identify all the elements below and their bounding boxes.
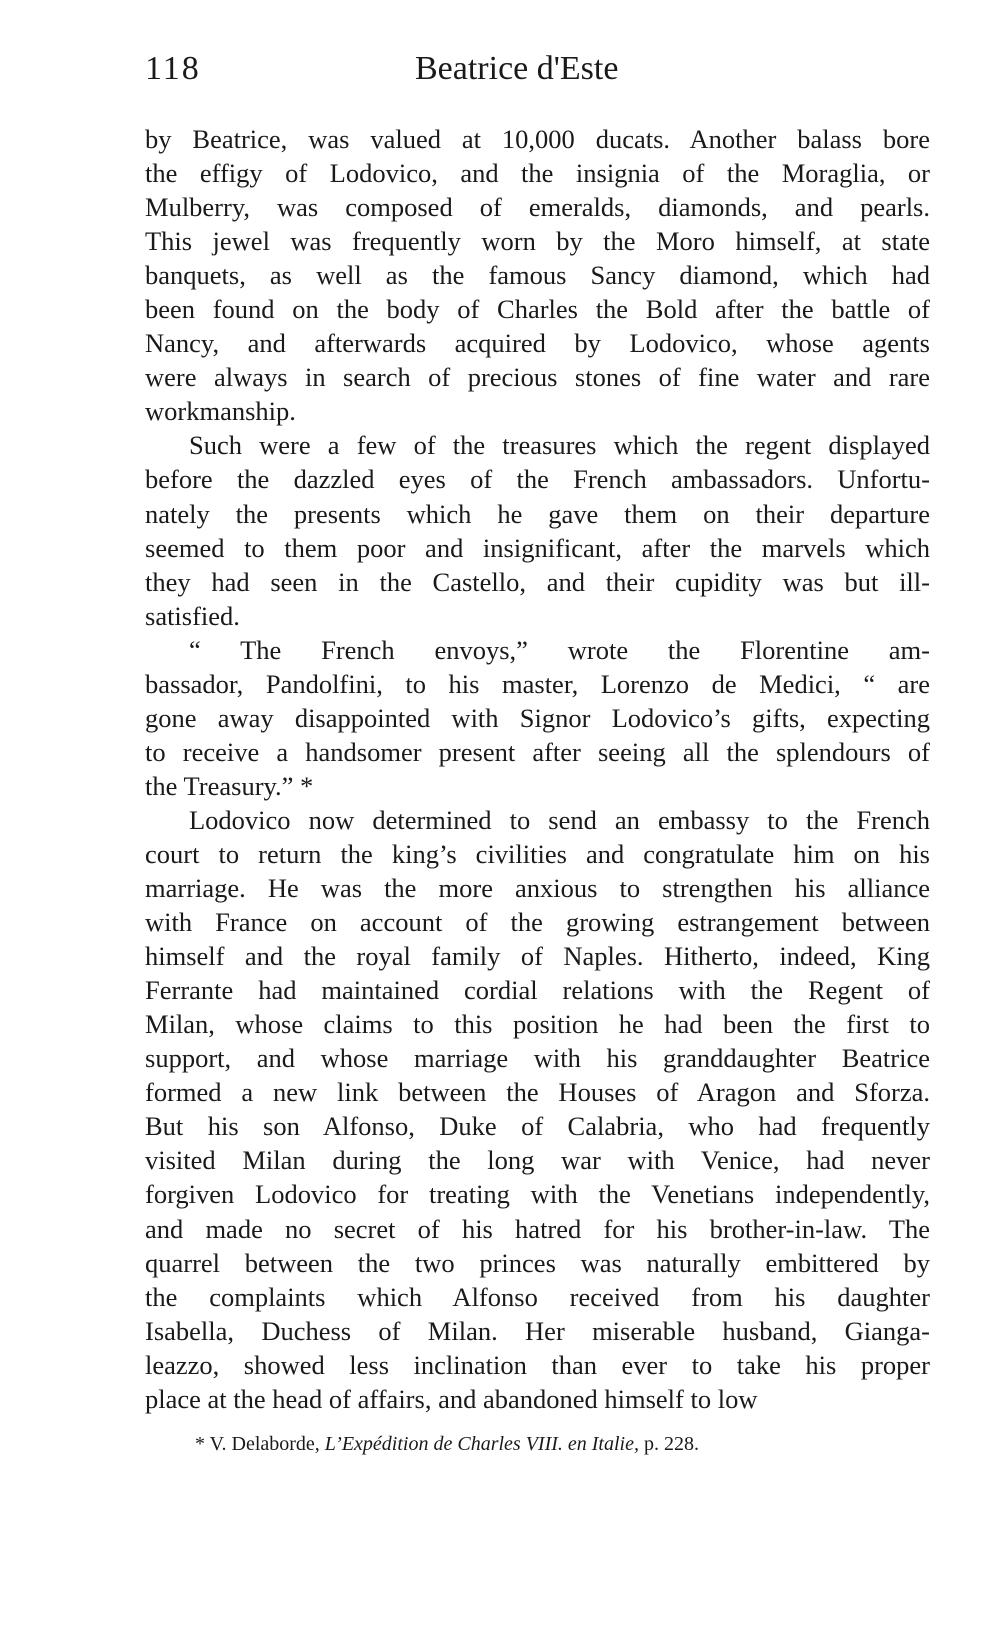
- text-line: bassador, Pandolfini, to his master, Lorenzo de Medici, “ are: [145, 668, 930, 699]
- text-line: to receive a handsomer present after seeing all the splendours of: [145, 736, 930, 767]
- text-line: before the dazzled eyes of the French ambassadors. Unfortu-: [145, 464, 930, 495]
- text-line: But his son Alfonso, Duke of Calabria, who had frequently: [145, 1111, 930, 1142]
- text-line: This jewel was frequently worn by the Moro himself, at state: [145, 226, 930, 257]
- footnote-title: L’Expédition de Charles VIII. en Italie,: [324, 1433, 639, 1455]
- footnote-marker: * V. Delaborde,: [195, 1433, 320, 1455]
- text-line: workmanship.: [145, 396, 296, 427]
- paragraph: [145, 633, 930, 803]
- text-line: banquets, as well as the famous Sancy diamond, which had: [145, 260, 930, 291]
- text-line: leazzo, showed less inclination than ever to take his proper: [145, 1349, 930, 1380]
- page-header: [145, 50, 930, 100]
- body-text: [145, 122, 930, 1416]
- text-line: visited Milan during the long war with Venice, had never: [145, 1145, 930, 1176]
- text-line: been found on the body of Charles the Bold after the battle of: [145, 294, 930, 325]
- footnote-page: p. 228.: [643, 1433, 699, 1455]
- page-number: 118: [145, 50, 201, 87]
- text-line: Nancy, and afterwards acquired by Lodovico, whose agents: [145, 328, 930, 359]
- text-line: court to return the king’s civilities and congratulate him on his: [145, 838, 930, 869]
- text-line: by Beatrice, was valued at 10,000 ducats. Another balass bore: [145, 124, 930, 154]
- paragraph: [145, 803, 930, 1416]
- text-line: himself and the royal family of Naples. Hitherto, indeed, King: [145, 941, 930, 972]
- text-line: the Treasury.” *: [145, 770, 314, 801]
- text-line: place at the head of affairs, and abandoned himself to low: [145, 1383, 758, 1414]
- text-line: marriage. He was the more anxious to strengthen his alliance: [145, 873, 930, 904]
- running-title: Beatrice d'Este: [415, 50, 619, 87]
- paragraph: [145, 122, 930, 428]
- text-line: quarrel between the two princes was naturally embittered by: [145, 1247, 930, 1278]
- text-line: Isabella, Duchess of Milan. Her miserable husband, Gianga-: [145, 1315, 930, 1346]
- text-line: support, and whose marriage with his granddaughter Beatrice: [145, 1043, 930, 1074]
- footnote: [195, 1433, 699, 1456]
- text-line: the effigy of Lodovico, and the insignia of the Moraglia, or: [145, 158, 930, 189]
- text-line: Milan, whose claims to this position he had been the first to: [145, 1009, 930, 1040]
- text-line: Such were a few of the treasures which the regent displayed: [189, 430, 930, 461]
- text-line: with France on account of the growing estrangement between: [145, 907, 930, 938]
- text-line: nately the presents which he gave them on their departure: [145, 498, 930, 529]
- paragraph: [145, 428, 930, 632]
- text-line: Lodovico now determined to send an embassy to the French: [189, 804, 930, 835]
- text-line: satisfied.: [145, 600, 240, 631]
- text-line: were always in search of precious stones of fine water and rare: [145, 362, 930, 393]
- text-line: and made no secret of his hatred for his brother-in-law. The: [145, 1213, 930, 1244]
- text-line: “ The French envoys,” wrote the Florentine am-: [189, 634, 930, 665]
- text-line: seemed to them poor and insignificant, after the marvels which: [145, 532, 930, 563]
- text-line: Mulberry, was composed of emeralds, diamonds, and pearls.: [145, 192, 930, 223]
- text-line: forgiven Lodovico for treating with the Venetians independently,: [145, 1179, 930, 1210]
- text-line: formed a new link between the Houses of Aragon and Sforza.: [145, 1077, 930, 1108]
- text-line: the complaints which Alfonso received from his daughter: [145, 1281, 930, 1312]
- text-line: Ferrante had maintained cordial relations with the Regent of: [145, 975, 930, 1006]
- text-line: they had seen in the Castello, and their cupidity was but ill-: [145, 566, 930, 597]
- text-line: gone away disappointed with Signor Lodovico’s gifts, expecting: [145, 702, 930, 733]
